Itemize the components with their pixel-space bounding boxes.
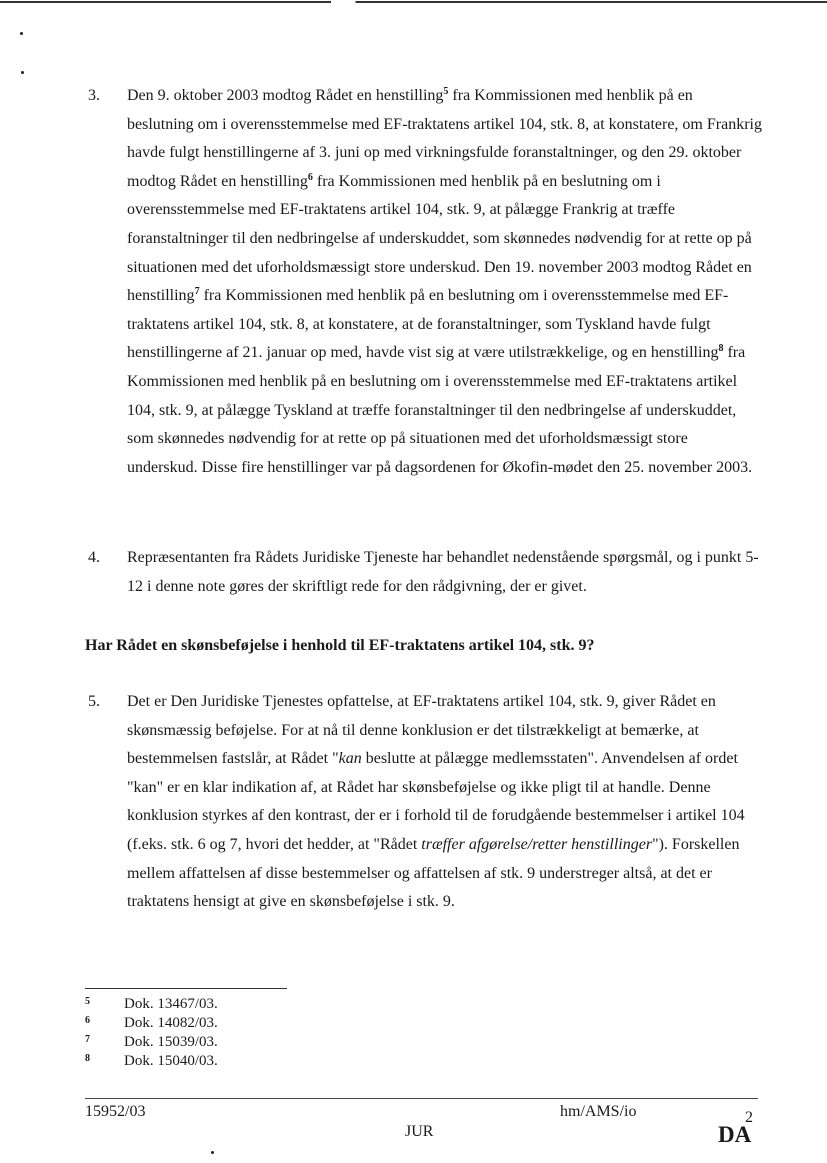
text-run: Repræsentanten fra Rådets Juridiske Tjeneste har behandlet nedenstående spørgsmål, og i punkt 5-12 i denne note gøres der skriftligt rede for den rådgivning, der er givet. [127, 549, 759, 595]
emphasized-text: træffer afgørelse/retter henstillinger [421, 835, 653, 853]
paragraph-number: 5. [88, 693, 100, 710]
text-run: fra Kommissionen med henblik på en beslutning om i overensstemmelse med EF-traktatens artikel 104, stk. 8, at konstatere, om Frankrig havde fulgt henstillingerne af 3. juni op med virkningsfulde foranstaltninger, og den 29. oktober modtog Rådet en henstilling [127, 87, 762, 190]
footnote-reference-mark: 8 [718, 343, 724, 355]
paragraph-number: 4. [88, 549, 100, 566]
department-code: JUR [405, 1123, 434, 1140]
scan-speck [211, 1151, 214, 1154]
footnote-mark: 6 [85, 1015, 90, 1026]
footer-rule [85, 1098, 758, 1099]
text-run: fra Kommissionen med henblik på en beslutning om i overensstemmelse med EF-traktatens artikel 104, stk. 9, at pålægge Frankrig at træffe foranstaltninger til den nedbringelse af underskuddet, som skønnedes nødvendig for at rette op på situationen med det uforholdsmæssigt store underskud. Den 19. november 2003 modtog Rådet en henstilling [127, 172, 752, 305]
page-number: 2 [745, 1109, 753, 1126]
footnote-mark: 5 [85, 996, 90, 1007]
text-run: "). Forskellen mellem affattelsen af disse bestemmelser og affattelsen af stk. 9 understreger altså, at det er traktatens hensigt at give en skønsbeføjelse i stk. 9. [127, 835, 740, 911]
footnote-mark: 7 [85, 1034, 90, 1045]
footnote-mark: 8 [85, 1053, 90, 1064]
language-code: DA [718, 1122, 752, 1147]
footnote-reference: Dok. 13467/03. [124, 996, 218, 1012]
text-run: fra Kommissionen med henblik på en beslutning om i overensstemmelse med EF-traktatens artikel 104, stk. 9, at pålægge Tyskland at træffe foranstaltninger til den nedbringelse af underskuddet, som skønnedes nødvendig for at rette op på situationen med det uforholdsmæssigt store underskud. Disse fire henstillinger var på dagsordenen for Økofin-mødet den 25. november 2003. [127, 344, 753, 476]
paragraph-text [127, 688, 762, 917]
scan-speck [21, 71, 24, 74]
text-run: Den 9. oktober 2003 modtog Rådet en henstilling [127, 87, 444, 104]
section-heading: Har Rådet en skønsbeføjelse i henhold til EF-traktatens artikel 104, stk. 9? [85, 637, 595, 654]
text-run: Det er Den Juridiske Tjenestes opfattelse, at EF-traktatens artikel 104, stk. 9, giver Rådet en skønsmæssig beføjelse. For at nå til denne konklusion er det tilstrækkeligt at bemærke, at bestemmelsen fastslår, at Rådet " [127, 693, 716, 768]
scan-speck [20, 32, 23, 35]
footnote-reference: Dok. 14082/03. [124, 1015, 218, 1031]
paragraph-text [127, 544, 762, 601]
text-run: beslutte at pålægge medlemsstaten". Anvendelsen af ordet "kan" er en klar indikation af, at Rådet har skønsbeføjelse og ikke pligt til at handle. Denne konklusion styrkes af den kontrast, der er i forhold til de forudgående bestemmelser i artikel 104 (f.eks. stk. 6 og 7, hvori det hedder, at "Rådet [127, 750, 745, 853]
footnote-reference: Dok. 15040/03. [124, 1053, 218, 1069]
footnote-reference: Dok. 15039/03. [124, 1034, 218, 1050]
footnote-separator [85, 988, 287, 989]
paragraph-number: 3. [88, 87, 100, 104]
author-reference: hm/AMS/io [560, 1103, 637, 1120]
emphasized-text: kan [338, 750, 362, 768]
footnote-reference-mark: 6 [307, 171, 313, 183]
paragraph-text [127, 82, 762, 482]
document-number: 15952/03 [85, 1103, 146, 1120]
top-border-line [0, 1, 827, 3]
footnote-reference-mark: 5 [443, 86, 449, 97]
footnote-reference-mark: 7 [194, 286, 200, 298]
text-run: fra Kommissionen med henblik på en beslutning om i overensstemmelse med EF-traktatens artikel 104, stk. 8, at konstatere, at de foranstaltninger, som Tyskland havde fulgt henstillingerne af 21. januar op med, havde vist sig at være utilstrækkelige, og en henstilling [127, 287, 729, 362]
